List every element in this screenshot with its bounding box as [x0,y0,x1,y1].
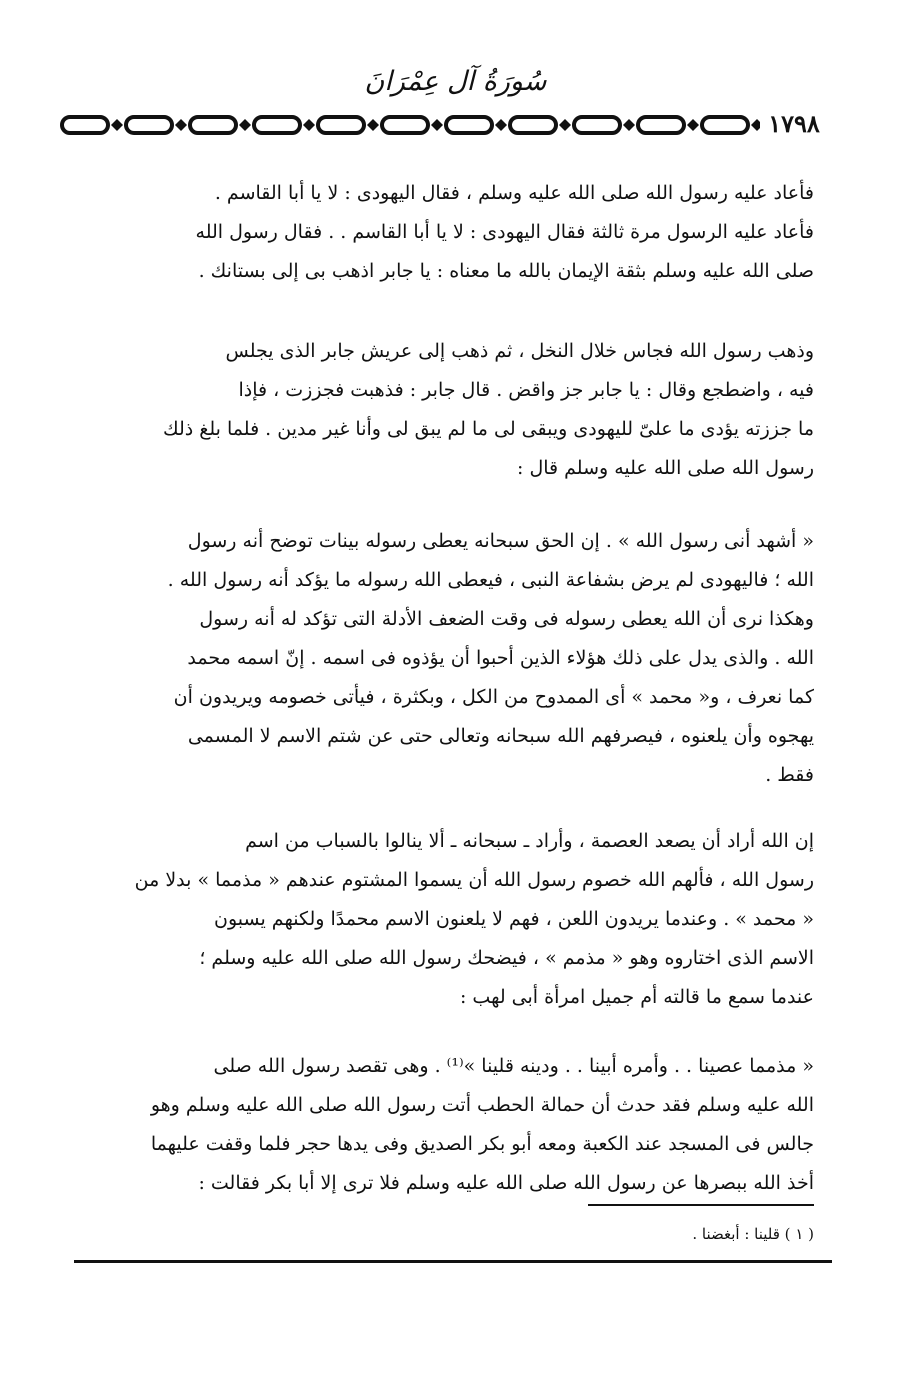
chain-link [254,117,300,133]
text-line: الله ؛ فاليهودى لم يرض بشفاعة النبى ، فيعطى الله رسوله ما يؤكد أنه رسول الله . [167,569,814,591]
text-line: إن الله أراد أن يصعد العصمة ، وأراد ـ سبحانه ـ ألا ينالوا بالسباب من اسم [245,830,814,852]
chain-diamond [559,119,571,131]
paragraph-2 [74,332,814,488]
paragraph-1 [74,174,814,291]
chain-diamond [239,119,251,131]
chain-diamond [303,119,315,131]
text-line: صلى الله عليه وسلم بثقة الإيمان بالله ما معناه : يا جابر اذهب بى إلى بستانك . [198,260,814,282]
text-line: أخذ الله ببصرها عن رسول الله صلى الله عليه وسلم فلا ترى إلا أبا بكر فقالت : [198,1172,814,1194]
chain-diamond [111,119,123,131]
page-number: ١٧٩٨ [760,104,828,144]
paragraph-5 [74,1047,814,1203]
text-line: عندما سمع ما قالته أم جميل امرأة أبى لهب : [459,986,814,1008]
chain-link [190,117,236,133]
text-line: رسول الله ، فألهم الله خصوم رسول الله أن يسموا المشتوم عندهم « مذمما » بدلا من [134,869,814,891]
chain-diamond [687,119,699,131]
footnote-divider [588,1204,814,1206]
chain-diamond [367,119,379,131]
chain-ornament-graphic [60,104,840,146]
chain-link [318,117,364,133]
footnote: ( ١ ) قلينا : أبغضنا . [692,1225,814,1243]
chain-link [638,117,684,133]
text-line: يهجوه وأن يلعنوه ، فيصرفهم الله سبحانه وتعالى حتى عن شتم الاسم لا المسمى [187,725,814,747]
text-line: جالس فى المسجد عند الكعبة ومعه أبو بكر الصديق وفى يدها حجر فلما وقفت عليهما [150,1133,814,1155]
text-line: فيه ، واضطجع وقال : يا جابر جز واقض . قال جابر : فذهبت فجززت ، فإذا [238,379,814,401]
text-line: « محمد » . وعندما يريدون اللعن ، فهم لا يلعنون الاسم محمدًا ولكنهم يسبون [214,908,814,930]
chain-link [62,117,108,133]
chain-diamond [431,119,443,131]
text-line: الله . والذى يدل على ذلك هؤلاء الذين أحبوا أن يؤذوه فى اسمه . إنّ اسمه محمد [187,647,814,669]
chain-diamond [495,119,507,131]
chain-diamond [623,119,635,131]
page-bottom-rule [74,1260,832,1263]
text-line: فأعاد عليه الرسول مرة ثالثة فقال اليهودى : لا يا أبا القاسم . . فقال رسول الله [195,221,814,243]
text-line: الاسم الذى اختاروه وهو « مذمم » ، فيضحك رسول الله صلى الله عليه وسلم ؛ [199,947,814,969]
surah-title: سُورَةُ آل عِمْرَانَ [364,66,547,97]
chain-link [446,117,492,133]
chain-diamond [175,119,187,131]
text-line: رسول الله صلى الله عليه وسلم قال : [517,457,814,479]
chain-link [126,117,172,133]
text-line: وهكذا نرى أن الله يعطى رسوله فى وقت الضعف الأدلة التى تؤكد له أنه رسول [199,608,814,630]
paragraph-4 [74,822,814,1017]
chain-ornament [60,104,840,146]
paragraph-3 [74,522,814,795]
text-line: وذهب رسول الله فجاس خلال النخل ، ثم ذهب إلى عريش جابر الذى يجلس [225,340,814,362]
text-line: فأعاد عليه رسول الله صلى الله عليه وسلم ، فقال اليهودى : لا يا أبا القاسم . [214,182,814,204]
text-line: ما جززته يؤدى ما علىّ لليهودى ويبقى لى ما لم يبق لى وأنا غير مدين . فلما بلغ ذلك [162,418,814,440]
text-line: « مذمما عصينا . . وأمره أبينا . . ودينه قلينا »⁽¹⁾ . وهى تقصد رسول الله صلى [213,1055,814,1077]
text-line: « أشهد أنى رسول الله » . إن الحق سبحانه يعطى رسوله بينات توضح أنه رسول [187,530,814,552]
text-line: فقط . [765,764,814,786]
chain-link [382,117,428,133]
text-line: كما نعرف ، و« محمد » أى الممدوح من الكل ، وبكثرة ، فيأتى خصومه ويريدون أن [173,686,814,708]
chain-link [574,117,620,133]
chain-link [510,117,556,133]
chain-link [702,117,748,133]
text-line: الله عليه وسلم فقد حدث أن حمالة الحطب أتت رسول الله صلى الله عليه وسلم وهو [150,1094,814,1116]
